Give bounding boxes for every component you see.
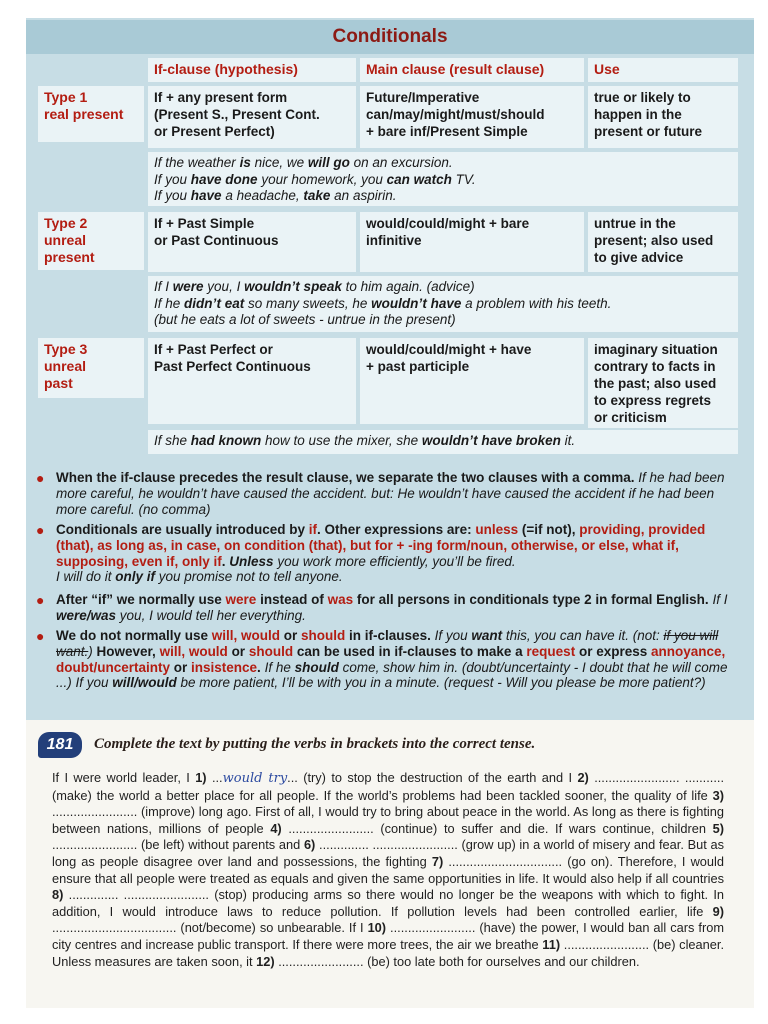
bullet-icon: ● (36, 592, 45, 608)
header-main-clause: Main clause (result clause) (360, 58, 584, 82)
type2-examples (148, 276, 738, 332)
type1-use: true or likely to happen in the present or future (588, 86, 738, 148)
type2-main-clause: would/could/might + bare infinitive (360, 212, 584, 272)
textbook-page (26, 18, 754, 1008)
type3-use: imaginary situation contrary to facts in the past; also used to express regrets or criticism (588, 338, 738, 428)
header-use: Use (588, 58, 738, 82)
type3-if-clause: If + Past Perfect or Past Perfect Continuous (148, 338, 356, 424)
example-line: If the weather is nice, we will go on an excursion. (154, 155, 453, 170)
example-line: If I were you, I wouldn’t speak to him again. (advice) (154, 279, 475, 294)
handwritten-answer: would try (222, 771, 288, 786)
type1-label: Type 1 real present (38, 86, 144, 142)
example-line: If you have done your homework, you can watch TV. (154, 171, 476, 187)
type2-if-clause: If + Past Simple or Past Continuous (148, 212, 356, 272)
example-line: If she had known how to use the mixer, she wouldn’t have broken it. (154, 433, 576, 448)
exercise-text: If I were world leader, I 1) ...would try... (try) to stop the destruction of the earth and I 2) ........................ ........... (make) the world a better place for all people. If the world’s problems had been tackled sooner, the quality of life 3) ........................ (improve) long ago. First of all, I would try to bring about peace in the world. As long as there is fighting between nations, millions of people 4) ........................ (continue) to suffer and die. If wars continue, children 5) ........................ (be left) without parents and 6) .............. ........................ (grow up) in a world of misery and fear. But as long as people disagree over land and possessions, the fighting 7) ................................ (go on). Therefore, I would ensure that all people were treated as equals and given the same opportunities in life. It would also help if all countries 8) .............. ........................ (stop) producing arms so there would no longer be the weapons with which to fight. In addition, I would introduce laws to reduce pollution. If pollution levels had been controlled earlier, life 9) ................................... (not/become) so unbearable. If I 10) ........................ (have) the power, I would ban all cars from city centres and increase public transport. If there were more trees, the air we breathe 11) ........................ (be) cleaner. Unless measures are taken soon, it 12) ........................ (be) too late both for ourselves and our children. (52, 770, 725, 969)
type2-label: Type 2 unreal present (38, 212, 144, 270)
bullet-icon: ● (36, 628, 45, 644)
table-title: Conditionals (26, 20, 754, 54)
type3-examples (148, 430, 738, 454)
type1-examples (148, 152, 738, 206)
type3-main-clause: would/could/might + have + past participle (360, 338, 584, 424)
exercise-instruction: Complete the text by putting the verbs in brackets into the correct tense. (94, 736, 536, 752)
bullet-icon: ● (36, 470, 45, 486)
rule-were: ● After “if” we normally use were instead of was for all persons in conditionals type 2 in formal English. If I were/was you, I would tell her everything. (36, 592, 728, 623)
type2-use: untrue in the present; also used to give advice (588, 212, 738, 272)
type1-if-clause: If + any present form (Present S., Present Cont. or Present Perfect) (148, 86, 356, 148)
rule-comma: ● When the if-clause precedes the result clause, we separate the two clauses with a comma. If he had been more careful, he wouldn’t have caused the accident. but: He wouldn’t have caused the accident if he had been more careful. (no comma) (36, 470, 725, 517)
rule-will-would: ● We do not normally use will, would or should in if-clauses. If you want this, you can have it. (not: if you will want.) However, will, would or should can be used in if-clauses to make a request or express annoyance, doubt/uncertainty or insistence. If he should come, show him in. (doubt/uncertainty - I doubt that he will come ...) If you will/would be more patient, I’ll be with you in a minute. (request - Will you please be more patient?) (36, 628, 728, 691)
type1-main-clause: Future/Imperative can/may/might/must/should + bare inf/Present Simple (360, 86, 584, 148)
header-if-clause: If-clause (hypothesis) (148, 58, 356, 82)
bullet-icon: ● (36, 522, 45, 538)
example-line: (but he eats a lot of sweets - untrue in the present) (154, 312, 456, 327)
rules-section (26, 458, 754, 720)
rule-introductions: ● Conditionals are usually introduced by if. Other expressions are: unless (=if not), providing, provided (that), as long as, in case, on condition (that), but for + -ing form/noun, otherwise, or else, what if, supposing, even if, only if. Unless you work more efficiently, you’ll be fired. I will do it only if you promise not to tell anyone. (36, 522, 706, 585)
example-line: If you have a headache, take an aspirin. (154, 188, 397, 203)
conditionals-table (26, 18, 754, 458)
type3-label: Type 3 unreal past (38, 338, 144, 398)
exercise-section (26, 720, 754, 1008)
example-line: If he didn’t eat so many sweets, he wouldn’t have a problem with his teeth. (154, 295, 612, 311)
exercise-number-badge: 181 (38, 732, 82, 758)
